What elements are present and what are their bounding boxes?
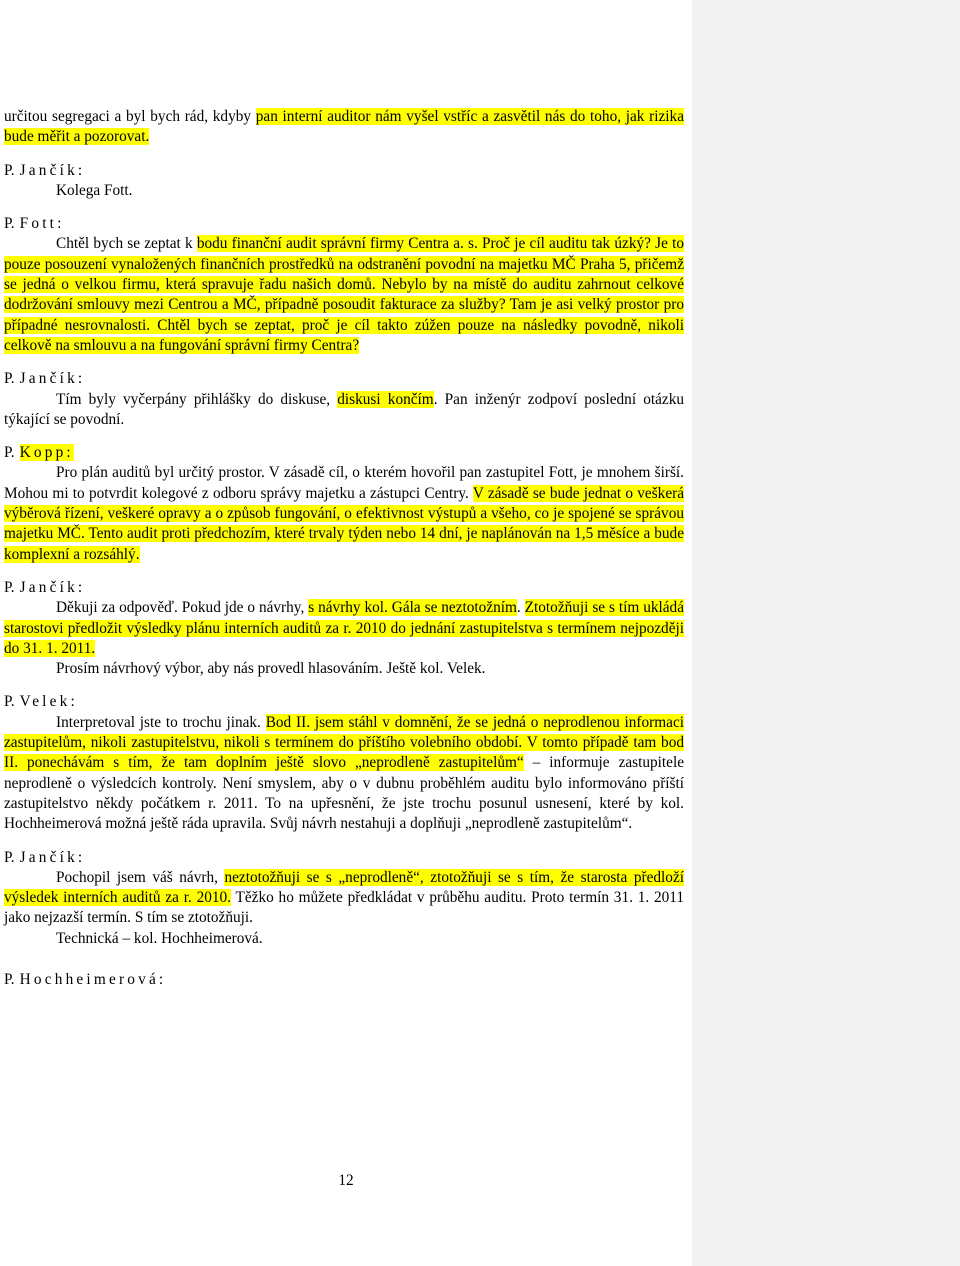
transcript-body — [4, 107, 684, 990]
speaker-label: P. Jančík: — [4, 370, 86, 388]
transcript-paragraph — [4, 929, 684, 949]
transcript-paragraph — [4, 181, 684, 201]
speaker-label: P. Hochheimerová: — [4, 970, 167, 988]
paragraph-text: Tím byly vyčerpány přihlášky do diskuse, — [56, 390, 338, 408]
paragraph-text: . — [516, 599, 525, 617]
highlighted-text: bodu finanční audit správní firmy Centra a. s. Proč je cíl auditu tak úzký? Je to pouze posouzení vynaložených finančních prostředků na odstranění povodní na majetku MČ Praha 5, přičemž se jedná o velkou firmu, která spravuje řadu našich domů. Nebylo by na místě do auditu zahrnout celkové dodržování smlouvy mezi Centrou a MČ, případně posoudit fakturace za služby? Tam je asi velký prostor pro případné nesrovnalosti. Chtěl bych se zeptat, proč je cíl takto zúžen pouze na následky povodně, nikoli celkově na smlouvu a na fungování správní firmy Centra? — [4, 235, 684, 354]
highlighted-text: s návrhy kol. Gála se neztotožním — [308, 599, 517, 617]
paragraph-text: Těžko ho můžete předkládat v průběhu auditu. Proto termín 31. 1. 2011 jako nejzazší termín. S tím se ztotožňuji. — [4, 889, 685, 927]
page-number: 12 — [338, 1172, 354, 1189]
transcript-paragraph — [4, 659, 684, 679]
speaker-label: P. Fott: — [4, 215, 65, 233]
highlighted-text: pan interní auditor nám vyšel vstříc a zasvětil nás do toho, jak rizika bude měřit a pozorovat. — [4, 108, 684, 146]
paragraph-text: Interpretoval jste to trochu jinak. — [56, 713, 266, 731]
paragraph-text: Kolega Fott. — [56, 181, 133, 199]
paragraph-text: Technická – kol. Hochheimerová. — [56, 929, 263, 947]
paragraph-text: Pro plán auditů byl určitý prostor. V zásadě cíl, o kterém hovořil pan zastupitel Fott, je mnohem širší. Mohou mi to potvrdit kolegové z odboru správy majetku a zástupci Centry. — [4, 464, 684, 502]
paragraph-text: – informuje zastupitele neprodleně o výsledcích kontroly. Není smyslem, aby o v dubnu proběhlém auditu bylo informováno příští zastupitelstvo někdy počátkem r. 2011. To na upřesnění, že jste trochu posunul usnesení, které by kol. Hochheimerová možná ještě ráda upravila. Svůj návrh nestahuji a doplňuji „neprodleně zastupitelům“. — [4, 754, 684, 833]
transcript-paragraph — [4, 390, 684, 431]
transcript-paragraph — [4, 463, 684, 564]
speaker-label: P. Velek: — [4, 693, 78, 711]
paragraph-text: Pochopil jsem váš návrh, — [56, 868, 225, 886]
highlighted-text: V zásadě se bude jednat o veškerá výběrová řízení, veškeré opravy a o způsob fungování, o efektivnost výstupů a všeho, co je spojené se správou majetku MČ. Tento audit proti předchozím, které trvaly týden nebo 14 dní, je naplánován na 1,5 měsíce a bude komplexní a rozsáhlý. — [4, 484, 684, 563]
highlighted-text: diskusi končím — [337, 390, 434, 408]
paragraph-text: určitou segregaci a byl bych rád, kdyby — [4, 108, 256, 125]
transcript-paragraph — [4, 713, 684, 835]
transcript-paragraph — [4, 598, 684, 659]
highlighted-text: Bod II. jsem stáhl v domnění, že se jedná o neprodlenou informaci zastupitelům, nikoli zastupitelstvu, nikoli s termínem do příštího volebního období. V tomto případě tam bod II. ponechávám s tím, že tam doplním ještě slovo „neprodleně zastupitelům“ — [4, 713, 684, 772]
comment-margin-pane — [692, 0, 960, 1266]
paragraph-text: Děkuji za odpověď. Pokud jde o návrhy, — [56, 599, 309, 617]
paragraph-text: . Pan inženýr zodpoví poslední otázku týkající se povodní. — [4, 390, 685, 428]
transcript-paragraph — [4, 868, 684, 929]
highlighted-text: neztotožňuji se s „neprodleně“, ztotožňuji se s tím, že starosta předloží výsledek interních auditů za r. 2010. — [4, 868, 684, 907]
speaker-label: P. Jančík: — [4, 578, 86, 596]
paragraph-text: Prosím návrhový výbor, aby nás provedl hlasováním. Ještě kol. Velek. — [56, 660, 486, 678]
transcript-paragraph — [4, 234, 684, 356]
speaker-label: P. Jančík: — [4, 161, 86, 179]
speaker-label: P. Jančík: — [4, 848, 86, 866]
paragraph-text: Chtěl bych se zeptat k — [56, 235, 197, 253]
transcript-paragraph — [4, 107, 684, 148]
speaker-label: P. Kopp: — [4, 444, 74, 462]
highlighted-text: Ztotožňuji se s tím ukládá starostovi předložit výsledky plánu interních auditů za r. 2010 do jednání zastupitelstva s termínem nejpozději do 31. 1. 2011. — [4, 599, 684, 657]
